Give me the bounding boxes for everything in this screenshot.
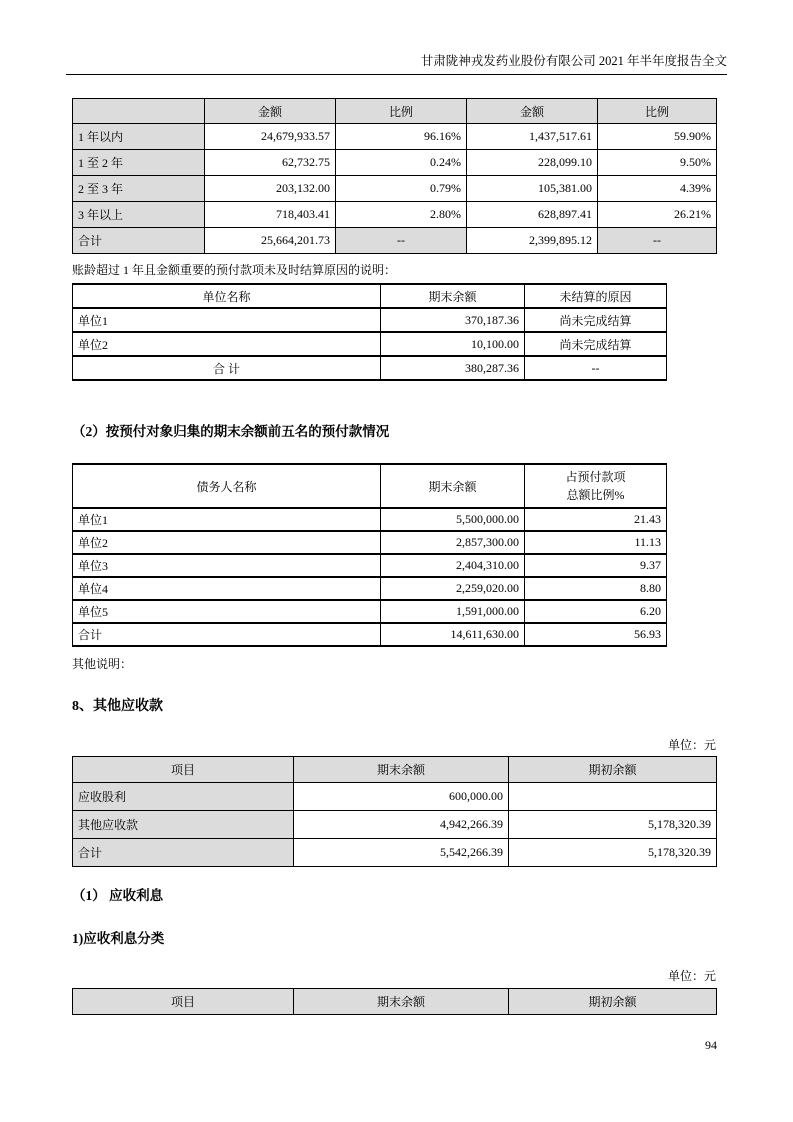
column-header: 金额 bbox=[205, 99, 336, 124]
column-header: 期初余额 bbox=[509, 989, 717, 1015]
column-header: 项目 bbox=[73, 989, 294, 1015]
amount-cell: 25,664,201.73 bbox=[205, 228, 336, 254]
row-label: 应收股利 bbox=[73, 783, 294, 811]
column-header: 比例 bbox=[598, 99, 717, 124]
ratio-cell: 0.79% bbox=[336, 176, 467, 202]
ratio-cell: 9.37 bbox=[525, 554, 667, 577]
column-header: 期末余额 bbox=[294, 757, 509, 783]
amount-cell: 14,611,630.00 bbox=[381, 623, 525, 646]
table-row bbox=[73, 332, 667, 356]
ratio-cell: 6.20 bbox=[525, 600, 667, 623]
row-label: 合计 bbox=[73, 839, 294, 867]
ratio-cell: 8.80 bbox=[525, 577, 667, 600]
column-header: 期初余额 bbox=[509, 757, 717, 783]
column-header: 金额 bbox=[467, 99, 598, 124]
column-header: 项目 bbox=[73, 757, 294, 783]
column-header bbox=[525, 464, 667, 508]
reason-cell: -- bbox=[525, 356, 667, 380]
ratio-cell: 21.43 bbox=[525, 508, 667, 531]
section-title-prepayment-top5: （2）按预付对象归集的期末余额前五名的预付款情况 bbox=[72, 424, 390, 439]
amount-cell: 4,942,266.39 bbox=[294, 811, 509, 839]
amount-cell: 2,857,300.00 bbox=[381, 531, 525, 554]
row-label: 单位1 bbox=[73, 308, 381, 332]
table-row bbox=[73, 600, 667, 623]
ratio-cell: 59.90% bbox=[598, 124, 717, 150]
table-row bbox=[73, 308, 667, 332]
row-label: 3 年以上 bbox=[73, 202, 205, 228]
section-title-interest-receivable: （1） 应收利息 bbox=[72, 888, 164, 903]
row-label: 单位5 bbox=[73, 600, 381, 623]
table-header-row bbox=[73, 989, 717, 1015]
amount-cell: 203,132.00 bbox=[205, 176, 336, 202]
other-receivables-table bbox=[72, 756, 717, 867]
table-total-row bbox=[73, 228, 717, 254]
amount-cell: 24,679,933.57 bbox=[205, 124, 336, 150]
amount-cell: 2,399,895.12 bbox=[467, 228, 598, 254]
ratio-cell: 0.24% bbox=[336, 150, 467, 176]
reason-cell: 尚未完成结算 bbox=[525, 308, 667, 332]
amount-cell: 62,732.75 bbox=[205, 150, 336, 176]
table-total-row bbox=[73, 623, 667, 646]
column-header: 未结算的原因 bbox=[525, 284, 667, 308]
amount-cell: 5,542,266.39 bbox=[294, 839, 509, 867]
row-label: 1 年以内 bbox=[73, 124, 205, 150]
column-header: 单位名称 bbox=[73, 284, 381, 308]
column-header bbox=[73, 99, 205, 124]
top5-prepayment-table bbox=[72, 463, 667, 647]
row-label: 单位2 bbox=[73, 531, 381, 554]
document-header bbox=[66, 0, 727, 75]
table-row bbox=[73, 531, 667, 554]
amount-cell: 105,381.00 bbox=[467, 176, 598, 202]
column-header: 期末余额 bbox=[294, 989, 509, 1015]
amount-cell: 5,178,320.39 bbox=[509, 839, 717, 867]
unit-label: 单位：元 bbox=[667, 969, 716, 983]
ratio-cell: 11.13 bbox=[525, 531, 667, 554]
row-label: 单位1 bbox=[73, 508, 381, 531]
section-title-interest-classification: 1)应收利息分类 bbox=[72, 931, 165, 946]
amount-cell: 2,259,020.00 bbox=[381, 577, 525, 600]
table-row bbox=[73, 150, 717, 176]
amount-cell: 370,187.36 bbox=[381, 308, 525, 332]
amount-cell: 1,591,000.00 bbox=[381, 600, 525, 623]
ratio-cell: 96.16% bbox=[336, 124, 467, 150]
column-header-line1: 占预付款项 bbox=[565, 470, 626, 484]
row-label: 合计 bbox=[73, 623, 381, 646]
section-title-other-receivables: 8、其他应收款 bbox=[72, 699, 163, 714]
ratio-cell: 56.93 bbox=[525, 623, 667, 646]
table-total-row bbox=[73, 839, 717, 867]
ratio-cell: 26.21% bbox=[598, 202, 717, 228]
row-label: 1 至 2 年 bbox=[73, 150, 205, 176]
reason-cell: 尚未完成结算 bbox=[525, 332, 667, 356]
amount-cell: 2,404,310.00 bbox=[381, 554, 525, 577]
interest-table bbox=[72, 988, 717, 1015]
amount-cell bbox=[509, 783, 717, 811]
ratio-cell: 2.80% bbox=[336, 202, 467, 228]
amount-cell: 600,000.00 bbox=[294, 783, 509, 811]
amount-cell: 1,437,517.61 bbox=[467, 124, 598, 150]
table-row bbox=[73, 202, 717, 228]
amount-cell: 10,100.00 bbox=[381, 332, 525, 356]
aging-table bbox=[72, 98, 717, 254]
page-content bbox=[0, 98, 793, 1015]
amount-cell: 5,178,320.39 bbox=[509, 811, 717, 839]
table-header-row bbox=[73, 284, 667, 308]
amount-cell: 5,500,000.00 bbox=[381, 508, 525, 531]
column-header-line2: 总额比例% bbox=[566, 488, 625, 502]
table-row bbox=[73, 577, 667, 600]
table-header-row bbox=[73, 99, 717, 124]
table-total-row bbox=[73, 356, 667, 380]
ratio-cell: 4.39% bbox=[598, 176, 717, 202]
table-row bbox=[73, 124, 717, 150]
unsettled-table bbox=[72, 283, 667, 381]
table-row bbox=[73, 783, 717, 811]
table-row bbox=[73, 811, 717, 839]
row-label: 其他应收款 bbox=[73, 811, 294, 839]
row-label: 合 计 bbox=[73, 356, 381, 380]
ratio-cell: 9.50% bbox=[598, 150, 717, 176]
column-header: 债务人名称 bbox=[73, 464, 381, 508]
row-label: 单位3 bbox=[73, 554, 381, 577]
prepayment-note: 账龄超过 1 年且金额重要的预付款项未及时结算原因的说明： bbox=[72, 263, 397, 277]
amount-cell: 380,287.36 bbox=[381, 356, 525, 380]
unit-label: 单位：元 bbox=[667, 738, 716, 752]
ratio-cell: -- bbox=[336, 228, 467, 254]
column-header: 期末余额 bbox=[381, 464, 525, 508]
column-header: 比例 bbox=[336, 99, 467, 124]
column-header: 期末余额 bbox=[381, 284, 525, 308]
page-number: 94 bbox=[705, 1038, 717, 1052]
table-header-row bbox=[73, 464, 667, 508]
amount-cell: 628,897.41 bbox=[467, 202, 598, 228]
amount-cell: 718,403.41 bbox=[205, 202, 336, 228]
other-note: 其他说明： bbox=[72, 657, 133, 671]
amount-cell: 228,099.10 bbox=[467, 150, 598, 176]
table-row bbox=[73, 508, 667, 531]
row-label: 合计 bbox=[73, 228, 205, 254]
row-label: 2 至 3 年 bbox=[73, 176, 205, 202]
table-row bbox=[73, 176, 717, 202]
table-row bbox=[73, 554, 667, 577]
document-header-title: 甘肃陇神戎发药业股份有限公司 2021 年半年度报告全文 bbox=[420, 54, 727, 68]
row-label: 单位2 bbox=[73, 332, 381, 356]
ratio-cell: -- bbox=[598, 228, 717, 254]
table-header-row bbox=[73, 757, 717, 783]
row-label: 单位4 bbox=[73, 577, 381, 600]
